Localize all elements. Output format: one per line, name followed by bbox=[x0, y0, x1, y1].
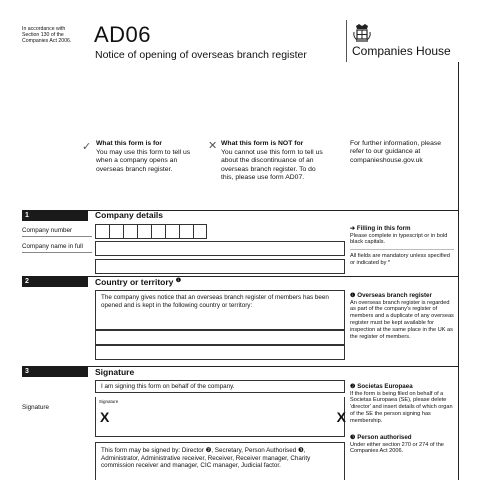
signed-by-box bbox=[95, 442, 345, 480]
info-text: For further information, please refer to our guidance at companieshouse.gov.uk bbox=[350, 140, 442, 164]
signature-cross-left: X bbox=[100, 409, 110, 425]
country-input-2[interactable] bbox=[95, 345, 345, 360]
country-statement-box bbox=[95, 290, 345, 330]
company-name-input-2[interactable] bbox=[95, 259, 345, 274]
overseas-note-text: An overseas branch register is regarded as part of the company's register of members and a duplicate of any overseas register must be kept available for inspection at the same place in the UK as the register of members. bbox=[350, 299, 454, 340]
section1-title: Company details bbox=[95, 210, 164, 220]
filling-note-text1: Please complete in typescript or in bold black capitals. bbox=[350, 232, 448, 246]
header-divider bbox=[346, 20, 347, 62]
for-title: What this form is for bbox=[96, 140, 163, 147]
crest-icon bbox=[352, 22, 372, 44]
not-for-title: What this form is NOT for bbox=[221, 140, 304, 147]
person-note bbox=[350, 434, 454, 455]
company-number-underline bbox=[22, 236, 92, 237]
section3-title: Signature bbox=[95, 367, 135, 377]
se-note-text: If the form is being filed on behalf of a Societas Europaea (SE), please delete 'director' and insert details of which organ of the SE the person signing has membership. bbox=[350, 390, 453, 424]
brand-name: Companies House bbox=[352, 44, 451, 58]
signing-statement-box bbox=[95, 380, 345, 393]
signature-box-label: Signature bbox=[99, 399, 119, 404]
legal-note: In accordance with Section 130 of the Companies Act 2006. bbox=[22, 26, 72, 45]
not-for-text: You cannot use this form to tell us about the discontinuance of an overseas branch register. To do this, please use form AD07. bbox=[221, 149, 323, 182]
filling-note bbox=[350, 225, 454, 267]
person-note-text: Under either section 270 or 274 of the Companies Act 2006. bbox=[350, 441, 444, 455]
se-note-title: ❷ Societas Europaea bbox=[350, 383, 413, 390]
section2-title bbox=[95, 277, 181, 287]
for-text: You may use this form to tell us when a company opens an overseas branch register. bbox=[96, 149, 191, 173]
overseas-note bbox=[350, 292, 454, 340]
country-input-1[interactable] bbox=[95, 330, 345, 345]
company-name-underline bbox=[22, 252, 92, 253]
signature-cross-right: X bbox=[336, 409, 346, 425]
check-icon: ✓ bbox=[82, 141, 92, 153]
country-statement: The company gives notice that an overseas branch register of members has been opened and is kept in the following country or territory: bbox=[101, 294, 329, 309]
se-note bbox=[350, 383, 454, 425]
overseas-note-title: ❶ Overseas branch register bbox=[350, 292, 432, 299]
page-border-right bbox=[458, 62, 459, 480]
filling-note-title: Filling in this form bbox=[356, 225, 411, 232]
section1-number: 1 bbox=[22, 210, 88, 221]
section2-title-marker: ❶ bbox=[175, 278, 182, 284]
signature-box[interactable] bbox=[95, 397, 345, 437]
signature-label: Signature bbox=[22, 404, 49, 411]
signed-by-text: This form may be signed by: Director ❷, Secretary, Person Authorised ❸, Administrator, Administrative receiver, Receiver, Receiver manager, Charity commission receiver and manager, CIC manager, Judicial factor. bbox=[101, 447, 311, 470]
arrow-icon: ➔ bbox=[350, 225, 356, 232]
form-code: AD06 bbox=[94, 22, 152, 47]
form-title: Notice of opening of overseas branch register bbox=[95, 49, 307, 61]
section2-number: 2 bbox=[22, 276, 88, 287]
company-name-label: Company name in full bbox=[22, 243, 83, 250]
filling-note-text2: All fields are mandatory unless specified or indicated by * bbox=[350, 253, 450, 266]
cross-icon: ✕ bbox=[208, 140, 218, 152]
section3-number: 3 bbox=[22, 366, 88, 377]
company-number-label: Company number bbox=[22, 227, 73, 234]
section2-title-text: Country or territory bbox=[95, 277, 174, 287]
person-note-title: ❸ Person authorised bbox=[350, 434, 412, 441]
company-name-input-1[interactable] bbox=[95, 241, 345, 256]
signing-statement: I am signing this form on behalf of the company. bbox=[101, 383, 235, 390]
